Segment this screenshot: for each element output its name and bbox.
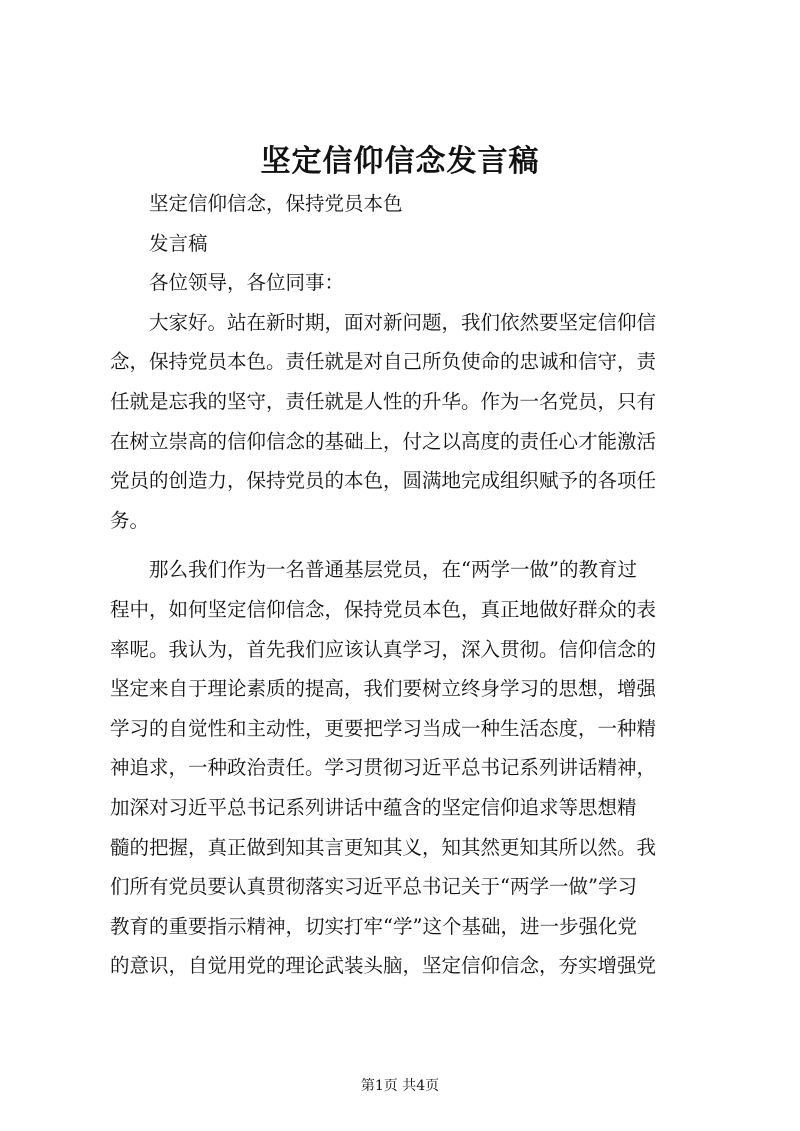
body-line: 加深对习近平总书记系列讲话中蕴含的坚定信仰追求等思想精 (110, 795, 637, 819)
body-line: 神追求，一种政治责任。学习贯彻习近平总书记系列讲话精神， (110, 756, 657, 780)
body-line: 程中，如何坚定信仰信念，保持党员本色，真正地做好群众的表 (110, 597, 657, 621)
body-line: 那么我们作为一名普通基层党员，在“两学一做”的教育过 (110, 558, 637, 582)
body-line: 各位领导，各位同事： (110, 271, 345, 295)
body-line: 髓的把握，真正做到知其言更知其义，知其然更知其所以然。我 (110, 835, 657, 859)
body-line: 坚定信仰信念，保持党员本色 (110, 192, 403, 215)
body-line: 念，保持党员本色。责任就是对自己所负使命的忠诚和信守，责 (110, 350, 657, 374)
body-line: 党员的创造力，保持党员的本色，圆满地完成组织赋予的各项任 (110, 469, 657, 493)
body-line: 任就是忘我的坚守，责任就是人性的升华。作为一名党员，只有 (110, 389, 657, 413)
body-line: 在树立崇高的信仰信念的基础上，付之以高度的责任心才能激活 (110, 429, 657, 453)
body-line: 的意识，自觉用党的理论武装头脑，坚定信仰信念，夯实增强党 (110, 954, 657, 978)
body-line: 率呢。我认为，首先我们应该认真学习，深入贯彻。信仰信念的 (110, 637, 657, 661)
body-line: 发言稿 (110, 231, 208, 255)
body-line: 们所有党员要认真贯彻落实习近平总书记关于“两学一做”学习 (110, 875, 637, 899)
body-line: 大家好。站在新时期，面对新问题，我们依然要坚定信仰信 (110, 310, 657, 334)
body-line: 务。 (110, 508, 150, 532)
body-line: 教育的重要指示精神，切实打牢“学”这个基础，进一步强化党 (110, 914, 637, 938)
body-line: 学习的自觉性和主动性，更要把学习当成一种生活态度，一种精 (110, 716, 657, 740)
body-line: 坚定来自于理论素质的提高，我们要树立终身学习的思想，增强 (110, 677, 657, 701)
page-number-footer: 第1页 共4页 (360, 1078, 440, 1094)
document-title: 坚定信仰信念发言稿 (260, 144, 540, 179)
document-body (110, 184, 700, 986)
